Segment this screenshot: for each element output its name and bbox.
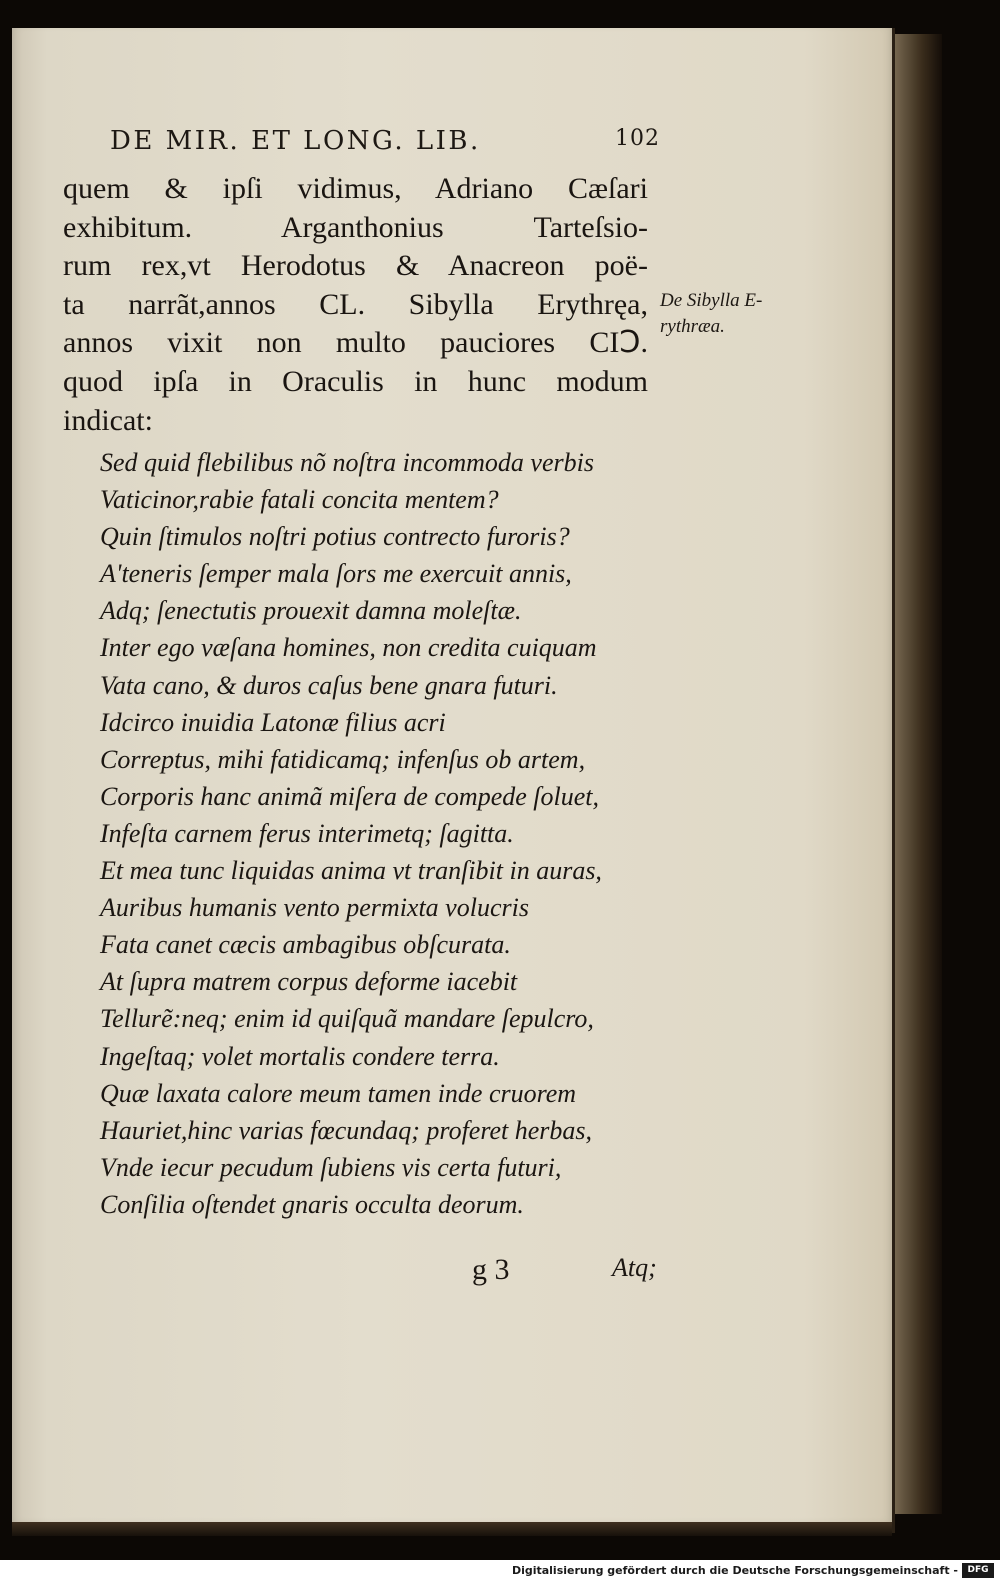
marginal-note-line: De Sibylla E- <box>660 290 763 311</box>
verse-line: Quin ſtimulos noſtri potius contrecto furoris? <box>100 522 570 552</box>
digitization-footer <box>0 1560 1000 1583</box>
catchword: Atq; <box>612 1253 657 1282</box>
verse-line: Conſilia oſtendet gnaris occulta deorum. <box>100 1189 524 1219</box>
prose-line: rum rex,vt Herodotus & Anacreon poë- <box>63 249 648 283</box>
running-header <box>110 126 660 166</box>
verse-line: Adq; ſenectutis prouexit damna moleſtæ. <box>100 596 522 626</box>
verse-line: Corporis hanc animã miſera de compede ſoluet, <box>100 781 599 811</box>
marginal-note-line: rythræa. <box>660 316 725 337</box>
running-title: DE MIR. ET LONG. LIB. <box>110 126 481 156</box>
verse-line: Inter ego væſana homines, non credita cuiquam <box>100 633 597 663</box>
verse-line: Auribus humanis vento permixta volucris <box>100 893 529 923</box>
verse-line: Vnde iecur pecudum ſubiens vis certa futuri, <box>100 1152 562 1182</box>
verse-line: Sed quid flebilibus nõ noſtra incommoda verbis <box>100 448 594 477</box>
verse-line: Vata cano, & duros caſus bene gnara futuri. <box>100 670 558 700</box>
funding-credit: Digitalisierung gefördert durch die Deutsche Forschungsgemeinschaft - <box>511 1564 958 1577</box>
verse-line: Correptus, mihi fatidicamq; infenſus ob artem, <box>100 744 586 774</box>
verse-line: Ingeſtaq; volet mortalis condere terra. <box>100 1041 500 1071</box>
verse-line: A'teneris ſemper mala ſors me exercuit annis, <box>100 559 572 589</box>
verse-line: Hauriet,hinc varias fœcundaq; proferet herbas, <box>100 1115 593 1145</box>
prose-line: exhibitum. Arganthonius Tarteſsio- <box>63 210 648 244</box>
prose-line: annos vixit non multo pauciores CIↃ. <box>63 326 648 360</box>
verse-line: Tellurẽ:neq; enim id quiſquã mandare ſepulcro, <box>100 1004 594 1034</box>
prose-line: indicat: <box>63 403 153 437</box>
verse-line: At ſupra matrem corpus deforme iacebit <box>100 967 518 997</box>
dfg-logo: DFG <box>962 1563 994 1578</box>
page-edge-shadow <box>892 34 942 1514</box>
verse-line: Fata canet cæcis ambagibus obſcurata. <box>100 930 511 960</box>
prose-line: quod ipſa in Oraculis in hunc modum <box>63 364 648 398</box>
prose-block <box>63 170 648 440</box>
verse-line: Quæ laxata calore meum tamen inde cruorem <box>100 1078 577 1108</box>
signature-line <box>472 1253 682 1293</box>
verse-line: Idcirco inuidia Latonæ filius acri <box>100 707 446 737</box>
verse-line: Vaticinor,rabie fatali concita mentem? <box>100 485 499 515</box>
page-number: 102 <box>615 126 660 151</box>
prose-line: ta narrãt,annos CL. Sibylla Erythręa, <box>63 287 648 321</box>
verse-line: Infeſta carnem ferus interimetq; ſagitta. <box>100 818 514 848</box>
verse-line: Et mea tunc liquidas anima vt tranſibit in auras, <box>100 856 602 886</box>
page-bottom-edge <box>12 1522 892 1536</box>
prose-line: quem & ipſi vidimus, Adriano Cæſari <box>63 172 648 205</box>
verse-block <box>100 444 670 1223</box>
signature-mark: g 3 <box>472 1253 510 1286</box>
marginal-note <box>660 288 800 340</box>
